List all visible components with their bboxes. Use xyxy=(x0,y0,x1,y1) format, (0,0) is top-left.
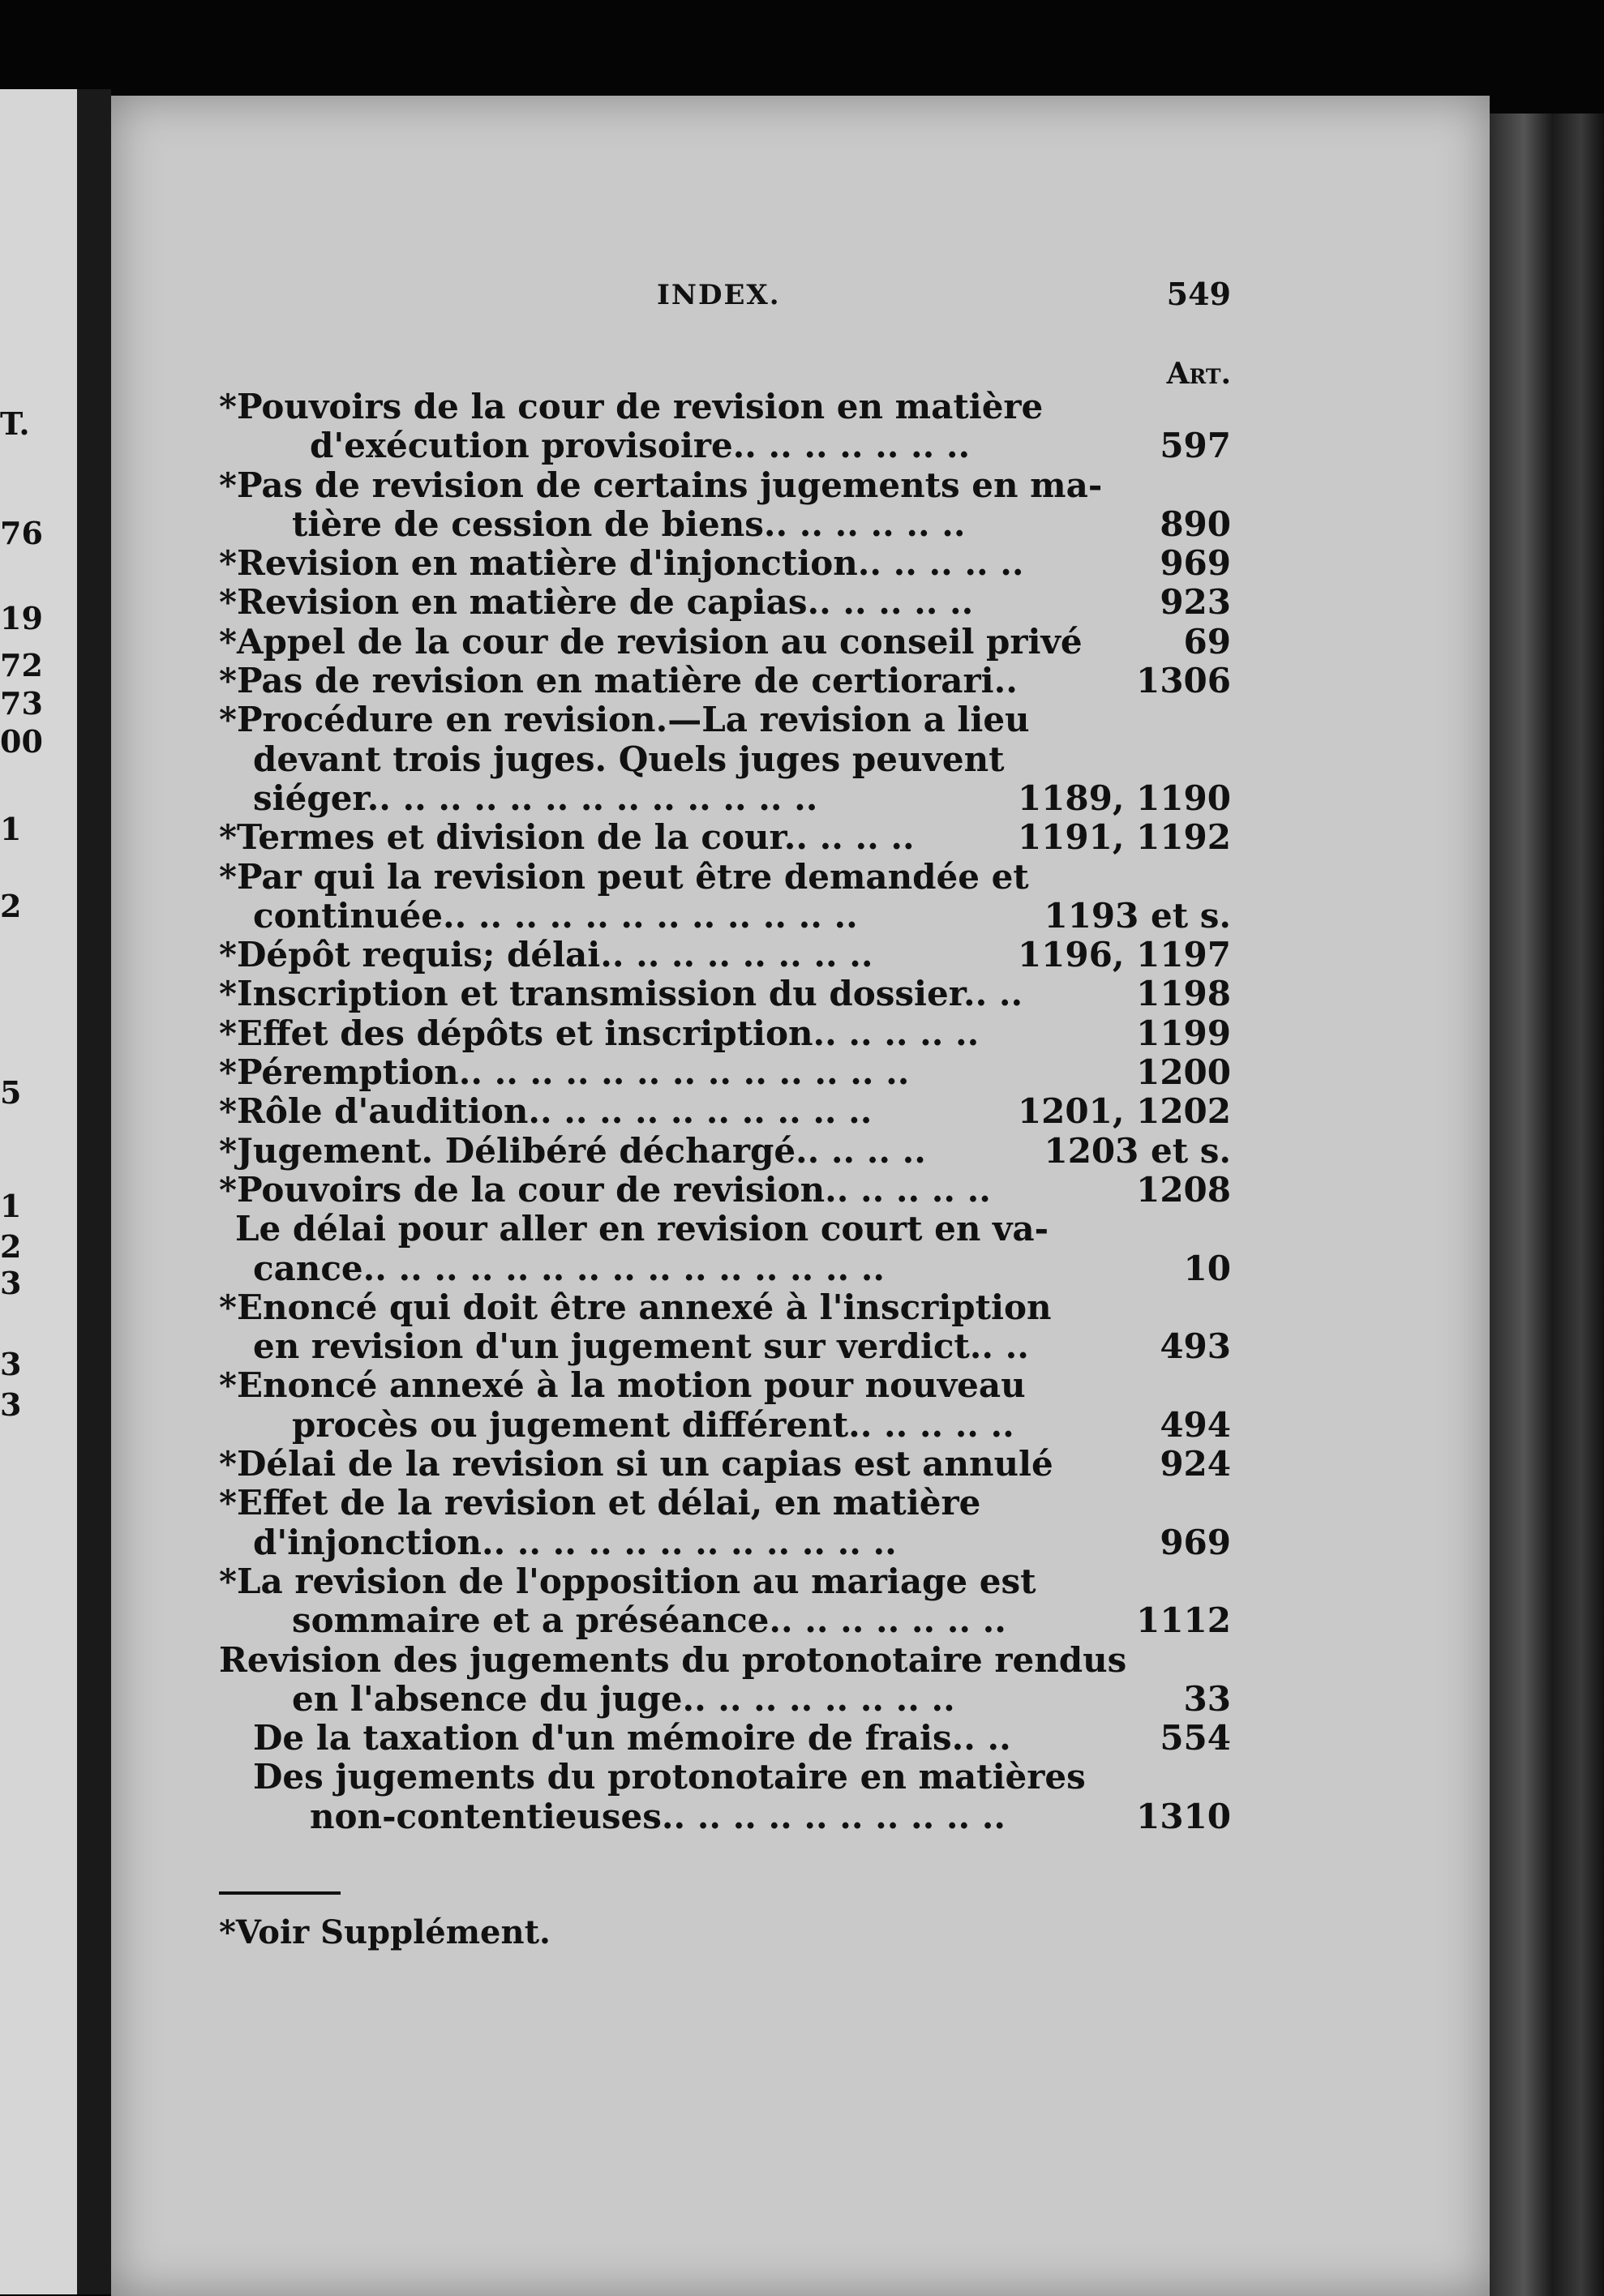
entry-text: *Revision en matière de capias.. .. .. .. .. xyxy=(219,582,974,623)
index-line xyxy=(219,505,1231,544)
page-edge-shadow xyxy=(1490,114,1604,2296)
entry-ref: 33 xyxy=(1183,1678,1231,1719)
entry-text: siéger.. .. .. .. .. .. .. .. .. .. .. .. .. xyxy=(253,777,818,818)
index-line xyxy=(219,426,1231,465)
index-line xyxy=(219,1210,1231,1249)
margin-fragment: 5 xyxy=(0,1074,22,1111)
entry-text: sommaire et a préséance.. .. .. .. .. .. .. xyxy=(292,1600,1006,1641)
entry-text: *Pas de revision de certains jugements en ma- xyxy=(219,465,1103,505)
entry-text: *Inscription et transmission du dossier.. .. xyxy=(219,974,1023,1014)
entry-ref: 69 xyxy=(1183,621,1231,662)
margin-fragment: 00 xyxy=(0,723,43,760)
entry-ref: 1196, 1197 xyxy=(1017,935,1231,975)
index-line xyxy=(219,1719,1231,1758)
entry-text: *Délai de la revision si un capias est annulé xyxy=(219,1444,1053,1484)
entry-text: *Par qui la revision peut être demandée et xyxy=(219,856,1029,897)
page-number: 549 xyxy=(1166,276,1231,312)
entry-ref: 1189, 1190 xyxy=(1017,777,1231,818)
margin-fragment: 72 xyxy=(0,647,43,683)
entry-text: *Enoncé qui doit être annexé à l'inscription xyxy=(219,1287,1052,1327)
index-line xyxy=(219,700,1231,739)
entry-text: *Effet de la revision et délai, en matière xyxy=(219,1483,981,1523)
entry-ref: 1203 et s. xyxy=(1044,1130,1231,1171)
margin-fragment: 1 xyxy=(0,1188,22,1224)
margin-fragment: 3 xyxy=(0,1265,22,1301)
entry-text: non-contentieuses.. .. .. .. .. .. .. .. .. .. xyxy=(310,1796,1006,1836)
entry-ref: 969 xyxy=(1160,543,1231,584)
entry-text: *Rôle d'audition.. .. .. .. .. .. .. .. .. .. xyxy=(219,1091,873,1132)
index-line xyxy=(219,858,1231,897)
margin-fragment: 19 xyxy=(0,600,43,636)
entry-ref: 10 xyxy=(1183,1248,1231,1288)
entry-text: Le délai pour aller en revision court en va- xyxy=(235,1209,1049,1249)
entry-ref: 1200 xyxy=(1136,1052,1231,1093)
index-line xyxy=(219,1601,1231,1640)
entry-ref: 969 xyxy=(1160,1522,1231,1562)
entry-text: De la taxation d'un mémoire de frais.. .. xyxy=(253,1718,1011,1758)
entry-text: *Termes et division de la cour.. .. .. .. xyxy=(219,817,915,858)
entry-text: en revision d'un jugement sur verdict.. .. xyxy=(253,1326,1029,1367)
entry-text: *Pouvoirs de la cour de revision en matière xyxy=(219,387,1044,426)
index-line xyxy=(219,466,1231,505)
entry-text: procès ou jugement différent.. .. .. .. .. xyxy=(292,1404,1014,1445)
entry-ref: 890 xyxy=(1160,503,1231,544)
article-column-heading: Art. xyxy=(1166,357,1231,391)
entry-text: *Effet des dépôts et inscription.. .. .. .. .. xyxy=(219,1013,980,1053)
index-line xyxy=(219,1249,1231,1288)
entry-text: *Revision en matière d'injonction.. .. .. .. .. xyxy=(219,543,1024,584)
entry-ref: 924 xyxy=(1160,1444,1231,1484)
entry-text: *Pas de revision en matière de certiorari.. xyxy=(219,661,1018,701)
index-line xyxy=(219,1132,1231,1171)
index-line xyxy=(219,1171,1231,1210)
entry-text: d'exécution provisoire.. .. .. .. .. .. .. xyxy=(310,426,971,466)
entry-ref: 1193 et s. xyxy=(1044,895,1231,936)
entry-text: d'injonction.. .. .. .. .. .. .. .. .. .. .. .. xyxy=(253,1522,897,1562)
index-line xyxy=(219,1366,1231,1405)
entry-text: *Péremption.. .. .. .. .. .. .. .. .. .. .. .. .. xyxy=(219,1052,910,1093)
index-line xyxy=(219,936,1231,975)
entry-text: Revision des jugements du protonotaire rendus xyxy=(219,1639,1127,1680)
margin-fragment: T. xyxy=(0,405,30,442)
entry-text: Des jugements du protonotaire en matières xyxy=(253,1757,1086,1797)
entry-text: cance.. .. .. .. .. .. .. .. .. .. .. .. .. .. .. xyxy=(253,1248,885,1288)
margin-fragment: 2 xyxy=(0,888,22,924)
entry-text: *Dépôt requis; délai.. .. .. .. .. .. .. .. xyxy=(219,935,873,975)
index-line xyxy=(219,1327,1231,1366)
entry-ref: 1112 xyxy=(1136,1600,1231,1641)
entry-ref: 1199 xyxy=(1136,1013,1231,1053)
index-line xyxy=(219,897,1231,936)
footnote-rule xyxy=(219,1891,341,1895)
margin-fragment: 3 xyxy=(0,1346,22,1382)
entry-ref: 554 xyxy=(1160,1718,1231,1758)
entry-ref: 1198 xyxy=(1136,974,1231,1014)
index-line xyxy=(219,1288,1231,1327)
entry-ref: 493 xyxy=(1160,1326,1231,1367)
entry-text: tière de cession de biens.. .. .. .. .. .. xyxy=(292,503,966,544)
entry-ref: 597 xyxy=(1160,426,1231,466)
entry-text: *Jugement. Délibéré déchargé.. .. .. .. xyxy=(219,1130,926,1171)
index-line xyxy=(219,1758,1231,1797)
index-line xyxy=(219,388,1231,426)
entry-ref: 1201, 1202 xyxy=(1017,1091,1231,1132)
entry-text: *Procédure en revision.—La revision a lieu xyxy=(219,700,1030,740)
entry-ref: 1306 xyxy=(1136,661,1231,701)
index-entries xyxy=(219,388,1231,1836)
margin-fragment: 2 xyxy=(0,1228,22,1265)
index-line xyxy=(219,1484,1231,1523)
margin-fragment: 1 xyxy=(0,811,22,847)
index-line xyxy=(219,818,1231,857)
index-line xyxy=(219,1014,1231,1053)
index-line xyxy=(219,1053,1231,1092)
entry-ref: 923 xyxy=(1160,582,1231,623)
index-line xyxy=(219,1680,1231,1719)
index-line xyxy=(219,1641,1231,1680)
index-line xyxy=(219,1406,1231,1445)
entry-text: en l'absence du juge.. .. .. .. .. .. .. .. xyxy=(292,1678,955,1719)
index-line xyxy=(219,1092,1231,1131)
margin-fragment: 3 xyxy=(0,1386,22,1423)
entry-text: devant trois juges. Quels juges peuvent xyxy=(253,739,1005,779)
entry-text: *Pouvoirs de la cour de revision.. .. .. .. .. xyxy=(219,1169,991,1210)
index-line xyxy=(219,740,1231,779)
index-line xyxy=(219,975,1231,1013)
index-line xyxy=(219,1445,1231,1484)
index-line xyxy=(219,662,1231,700)
entry-ref: 1208 xyxy=(1136,1169,1231,1210)
index-line xyxy=(219,544,1231,583)
footnote: *Voir Supplément. xyxy=(219,1913,551,1951)
entry-text: *Enoncé annexé à la motion pour nouveau xyxy=(219,1365,1026,1406)
index-line xyxy=(219,623,1231,662)
book-gutter xyxy=(77,89,111,2294)
entry-ref: 1191, 1192 xyxy=(1017,817,1231,858)
index-line xyxy=(219,1562,1231,1601)
entry-text: continuée.. .. .. .. .. .. .. .. .. .. .. .. xyxy=(253,895,858,936)
entry-ref: 1310 xyxy=(1136,1796,1231,1836)
entry-text: *La revision de l'opposition au mariage est xyxy=(219,1561,1036,1601)
index-line xyxy=(219,1523,1231,1562)
index-line xyxy=(219,779,1231,818)
margin-fragment: 76 xyxy=(0,515,43,551)
index-line xyxy=(219,1797,1231,1836)
entry-text: *Appel de la cour de revision au conseil privé xyxy=(219,621,1083,662)
index-line xyxy=(219,583,1231,622)
facing-page-edge xyxy=(0,89,77,2294)
entry-ref: 494 xyxy=(1160,1404,1231,1445)
page-header xyxy=(219,276,1231,324)
running-title: INDEX. xyxy=(657,279,781,311)
margin-fragment: 73 xyxy=(0,685,43,722)
